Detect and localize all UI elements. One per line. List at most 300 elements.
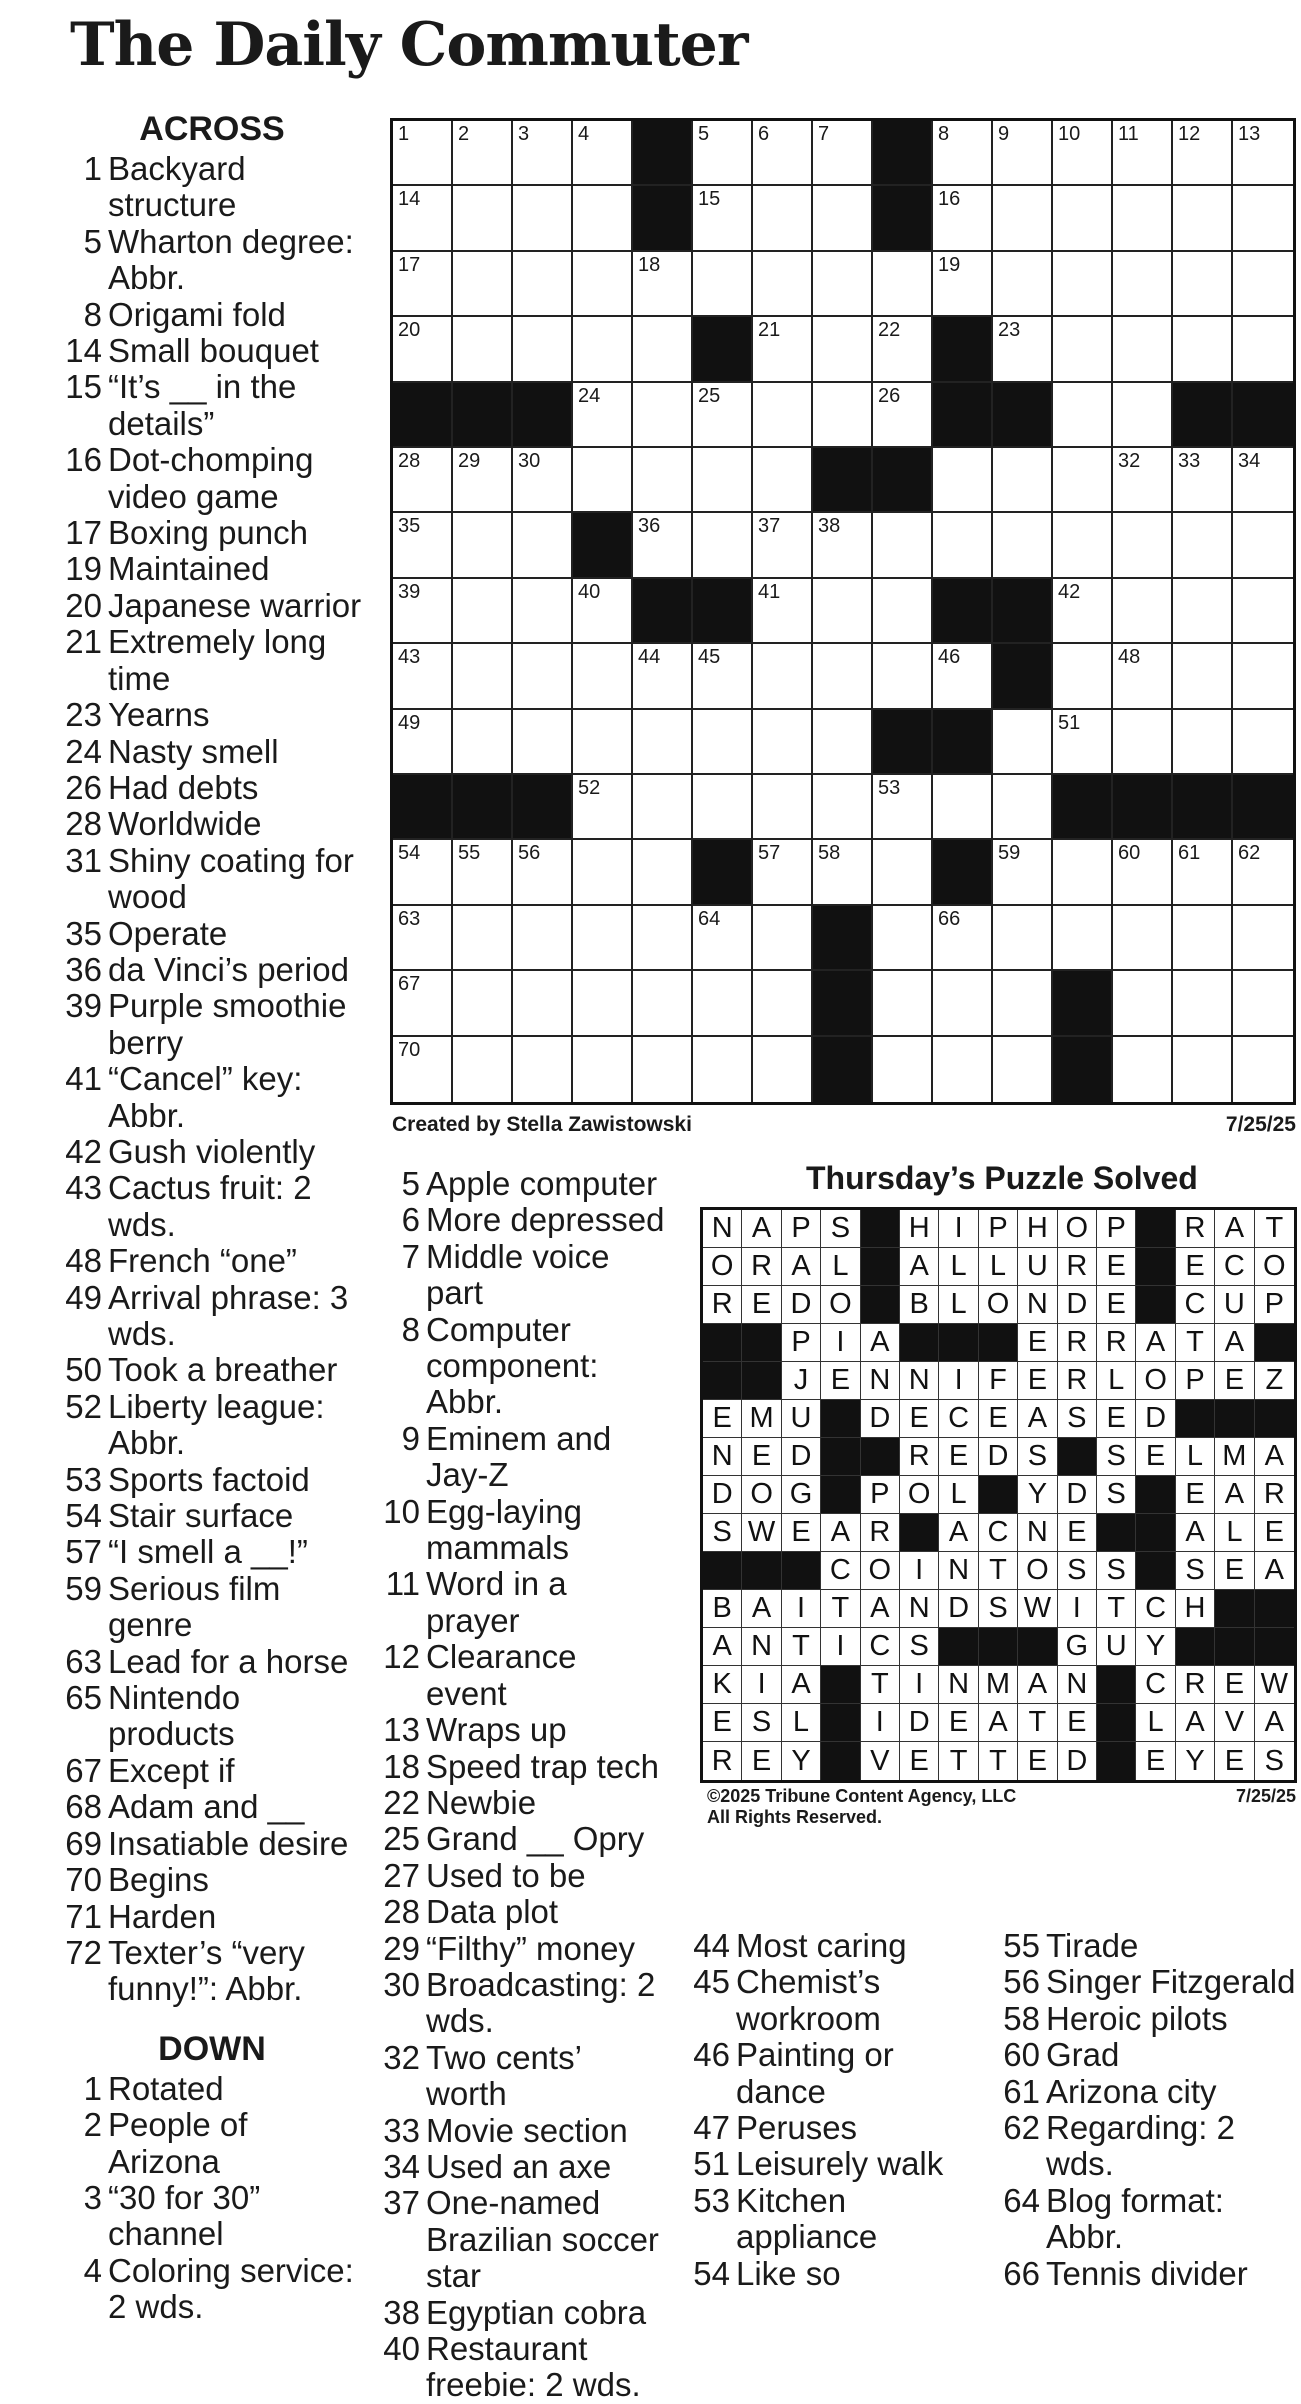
grid-square[interactable] — [753, 383, 813, 448]
solution-letter: D — [939, 1590, 978, 1628]
grid-square[interactable] — [1113, 383, 1173, 448]
solution-letter: U — [1018, 1248, 1057, 1286]
grid-square[interactable] — [513, 840, 573, 905]
grid-square[interactable] — [393, 644, 453, 709]
black-square — [1053, 971, 1113, 1036]
grid-square[interactable] — [573, 840, 633, 905]
grid-square[interactable] — [993, 906, 1053, 971]
grid-square[interactable] — [1233, 644, 1293, 709]
grid-square[interactable] — [813, 710, 873, 775]
down-clue — [380, 2040, 665, 2113]
clue-text: Data plot — [426, 1893, 559, 1931]
grid-square[interactable] — [993, 448, 1053, 513]
black-square — [633, 579, 693, 644]
grid-square[interactable] — [873, 1037, 933, 1102]
clue-number: 29 — [383, 1929, 420, 1967]
grid-square[interactable] — [513, 644, 573, 709]
grid-square[interactable] — [573, 383, 633, 448]
grid-square[interactable] — [1053, 710, 1113, 775]
grid-square[interactable] — [993, 710, 1053, 775]
grid-square[interactable] — [393, 840, 453, 905]
grid-square[interactable] — [693, 383, 753, 448]
solution-letter: A — [861, 1324, 900, 1362]
grid-square[interactable] — [1173, 448, 1233, 513]
grid-square[interactable] — [873, 971, 933, 1036]
grid-square[interactable] — [813, 644, 873, 709]
grid-square[interactable] — [1233, 317, 1293, 382]
across-clue — [62, 224, 362, 297]
grid-square[interactable] — [1233, 448, 1293, 513]
grid-square[interactable] — [873, 644, 933, 709]
grid-square[interactable] — [393, 579, 453, 644]
across-clue — [62, 1680, 362, 1753]
solution-letter: D — [782, 1286, 821, 1324]
solution-letter: C — [939, 1400, 978, 1438]
grid-square[interactable] — [1053, 906, 1113, 971]
grid-square[interactable] — [1233, 186, 1293, 251]
clue-text: Blog format: Abbr. — [1046, 2181, 1224, 2256]
grid-square[interactable] — [573, 971, 633, 1036]
square-number: 26 — [878, 384, 901, 407]
grid-square[interactable] — [753, 971, 813, 1036]
grid-square[interactable] — [693, 186, 753, 251]
solution-letter: E — [742, 1286, 781, 1324]
grid-square[interactable] — [813, 383, 873, 448]
grid-square[interactable] — [513, 906, 573, 971]
grid-square[interactable] — [1233, 1037, 1293, 1102]
grid-square[interactable] — [513, 579, 573, 644]
solution-black-square — [742, 1362, 781, 1400]
square-number: 13 — [1238, 123, 1261, 145]
grid-square[interactable] — [633, 448, 693, 513]
grid-square[interactable] — [813, 513, 873, 578]
grid-square[interactable] — [873, 317, 933, 382]
grid-square[interactable] — [693, 971, 753, 1036]
solution-letter: E — [742, 1742, 781, 1780]
solution-black-square — [1215, 1590, 1254, 1628]
grid-square[interactable] — [993, 775, 1053, 840]
solution-letter: S — [1255, 1742, 1294, 1780]
solution-letter: G — [1058, 1628, 1097, 1666]
grid-square[interactable] — [753, 906, 813, 971]
across-clue — [62, 1534, 362, 1570]
solution-letter: M — [979, 1666, 1018, 1704]
grid-square[interactable] — [693, 121, 753, 186]
grid-square[interactable] — [693, 448, 753, 513]
clue-text: Shiny coating for wood — [108, 841, 354, 916]
grid-square[interactable] — [693, 1037, 753, 1102]
grid-square[interactable] — [453, 971, 513, 1036]
across-clue — [62, 333, 362, 369]
grid-square[interactable] — [753, 579, 813, 644]
grid-square[interactable] — [753, 775, 813, 840]
grid-square[interactable] — [1113, 579, 1173, 644]
clue-text: Backyard structure — [108, 150, 246, 224]
grid-square[interactable] — [633, 1037, 693, 1102]
grid-square[interactable] — [573, 775, 633, 840]
grid-square[interactable] — [993, 1037, 1053, 1102]
grid-square[interactable] — [453, 121, 513, 186]
grid-square[interactable] — [813, 317, 873, 382]
clue-text: Gush violently — [108, 1132, 316, 1170]
grid-square[interactable] — [633, 317, 693, 382]
grid-square[interactable] — [573, 317, 633, 382]
grid-square[interactable] — [753, 644, 813, 709]
grid-square[interactable] — [453, 579, 513, 644]
grid-square[interactable] — [993, 840, 1053, 905]
grid-square[interactable] — [513, 513, 573, 578]
clue-number: 54 — [693, 2254, 730, 2292]
clue-number: 8 — [401, 1310, 420, 1348]
grid-square[interactable] — [393, 906, 453, 971]
grid-square[interactable] — [1233, 840, 1293, 905]
grid-square[interactable] — [873, 906, 933, 971]
grid-square[interactable] — [933, 186, 993, 251]
square-number: 39 — [398, 580, 421, 603]
grid-square[interactable] — [453, 1037, 513, 1102]
clue-text: Singer Fitzgerald — [1046, 1963, 1296, 2001]
grid-square[interactable] — [453, 448, 513, 513]
grid-square[interactable] — [933, 906, 993, 971]
grid-square[interactable] — [813, 840, 873, 905]
across-clue — [62, 1170, 362, 1243]
grid-square[interactable] — [753, 1037, 813, 1102]
grid-square[interactable] — [1173, 644, 1233, 709]
down-clue — [690, 1928, 990, 1964]
grid-square[interactable] — [1113, 121, 1173, 186]
grid-square[interactable] — [1233, 906, 1293, 971]
grid-square[interactable] — [393, 710, 453, 775]
solution-letter: O — [900, 1476, 939, 1514]
grid-square[interactable] — [993, 121, 1053, 186]
grid-square[interactable] — [393, 513, 453, 578]
grid-square[interactable] — [1053, 579, 1113, 644]
grid-square[interactable] — [1233, 971, 1293, 1036]
grid-square[interactable] — [753, 448, 813, 513]
grid-square[interactable] — [1113, 971, 1173, 1036]
solution-letter: E — [1215, 1742, 1254, 1780]
grid-square[interactable] — [1173, 252, 1233, 317]
grid-square[interactable] — [393, 252, 453, 317]
grid-square[interactable] — [453, 513, 513, 578]
grid-square[interactable] — [693, 710, 753, 775]
grid-square[interactable] — [633, 513, 693, 578]
grid-square[interactable] — [393, 1037, 453, 1102]
grid-square[interactable] — [753, 840, 813, 905]
grid-square[interactable] — [873, 840, 933, 905]
grid-square[interactable] — [993, 252, 1053, 317]
grid-square[interactable] — [633, 775, 693, 840]
square-number: 2 — [458, 123, 470, 145]
grid-square[interactable] — [1053, 186, 1113, 251]
clue-number: 48 — [65, 1242, 102, 1280]
grid-square[interactable] — [753, 710, 813, 775]
grid-square[interactable] — [393, 121, 453, 186]
clue-number: 13 — [383, 1711, 420, 1749]
down-clue — [380, 1749, 665, 1785]
grid-square[interactable] — [1053, 383, 1113, 448]
clue-text: Japanese warrior — [108, 586, 362, 624]
grid-square[interactable] — [693, 513, 753, 578]
grid-square[interactable] — [933, 775, 993, 840]
grid-square[interactable] — [753, 317, 813, 382]
grid-square[interactable] — [453, 252, 513, 317]
grid-square[interactable] — [513, 1037, 573, 1102]
down-clue — [1000, 2110, 1300, 2183]
clue-text: Sports factoid — [108, 1460, 310, 1498]
grid-square[interactable] — [1173, 1037, 1233, 1102]
grid-square[interactable] — [1053, 644, 1113, 709]
grid-square[interactable] — [873, 252, 933, 317]
grid-square[interactable] — [633, 906, 693, 971]
solution-black-square — [1215, 1400, 1254, 1438]
solution-black-square — [1058, 1438, 1097, 1476]
grid-square[interactable] — [693, 252, 753, 317]
down-clue — [380, 1421, 665, 1494]
black-square — [933, 840, 993, 905]
grid-square[interactable] — [453, 317, 513, 382]
grid-square[interactable] — [1113, 1037, 1173, 1102]
grid-square[interactable] — [1113, 710, 1173, 775]
grid-square[interactable] — [1053, 840, 1113, 905]
clue-text: Dot-chomping video game — [108, 441, 314, 515]
grid-square[interactable] — [1113, 644, 1173, 709]
solution-black-square — [821, 1742, 860, 1780]
grid-square[interactable] — [1233, 252, 1293, 317]
black-square — [813, 906, 873, 971]
down-clue — [690, 2146, 990, 2182]
clue-number: 56 — [1003, 1963, 1040, 2001]
square-number: 42 — [1058, 580, 1081, 603]
solution-letter: E — [979, 1400, 1018, 1438]
solution-black-square — [861, 1248, 900, 1286]
grid-square[interactable] — [573, 644, 633, 709]
grid-square[interactable] — [1233, 121, 1293, 186]
grid-square[interactable] — [993, 513, 1053, 578]
across-clue — [62, 1753, 362, 1789]
grid-square[interactable] — [1173, 971, 1233, 1036]
grid-square[interactable] — [693, 906, 753, 971]
grid-square[interactable] — [933, 644, 993, 709]
grid-square[interactable] — [1113, 513, 1173, 578]
grid-square[interactable] — [573, 1037, 633, 1102]
grid-square[interactable] — [1233, 710, 1293, 775]
clue-text: Broadcasting: 2 wds. — [426, 1965, 656, 2040]
grid-square[interactable] — [453, 710, 513, 775]
grid-square[interactable] — [933, 252, 993, 317]
clue-number: 63 — [65, 1642, 102, 1680]
down-clue — [380, 2149, 665, 2185]
solution-letter: N — [900, 1590, 939, 1628]
grid-square[interactable] — [1053, 513, 1113, 578]
solution-letter: A — [900, 1248, 939, 1286]
across-clues — [62, 110, 362, 2326]
grid-square[interactable] — [393, 448, 453, 513]
grid-square[interactable] — [1173, 513, 1233, 578]
grid-square[interactable] — [1053, 252, 1113, 317]
clue-number: 28 — [65, 805, 102, 843]
grid-square[interactable] — [1173, 317, 1233, 382]
grid-square[interactable] — [513, 710, 573, 775]
grid-square[interactable] — [813, 775, 873, 840]
grid-square[interactable] — [573, 579, 633, 644]
down-clue — [1000, 2183, 1300, 2256]
across-clue — [62, 151, 362, 224]
grid-square[interactable] — [993, 186, 1053, 251]
solution-letter: E — [1058, 1704, 1097, 1742]
clue-text: Extremely long time — [108, 623, 327, 697]
clue-text: Middle voice part — [426, 1237, 610, 1312]
across-clue — [62, 1061, 362, 1134]
solution-letter: L — [821, 1248, 860, 1286]
grid-square[interactable] — [873, 383, 933, 448]
solution-letter: O — [1058, 1210, 1097, 1248]
grid-square[interactable] — [393, 186, 453, 251]
solution-letter: R — [1058, 1324, 1097, 1362]
grid-square[interactable] — [933, 1037, 993, 1102]
solution-black-square — [1136, 1286, 1175, 1324]
credit-line: Created by Stella Zawistowski — [392, 1113, 692, 1136]
down-clue — [380, 1858, 665, 1894]
clue-number: 68 — [65, 1788, 102, 1826]
solution-black-square — [1136, 1476, 1175, 1514]
grid-square[interactable] — [1173, 121, 1233, 186]
grid-square[interactable] — [933, 513, 993, 578]
grid-square[interactable] — [1113, 186, 1173, 251]
grid-square[interactable] — [573, 186, 633, 251]
clue-text: Arizona city — [1046, 2072, 1217, 2110]
grid-square[interactable] — [993, 971, 1053, 1036]
grid-square[interactable] — [573, 710, 633, 775]
grid-square[interactable] — [813, 579, 873, 644]
grid-square[interactable] — [933, 971, 993, 1036]
grid-square[interactable] — [633, 252, 693, 317]
grid-square[interactable] — [513, 252, 573, 317]
grid-square[interactable] — [573, 252, 633, 317]
black-square — [1053, 1037, 1113, 1102]
grid-square[interactable] — [1173, 579, 1233, 644]
grid-square[interactable] — [453, 906, 513, 971]
grid-square[interactable] — [873, 579, 933, 644]
solution-black-square — [861, 1438, 900, 1476]
down-clue — [62, 2253, 362, 2326]
down-clue — [62, 2180, 362, 2253]
grid-square[interactable] — [993, 317, 1053, 382]
black-square — [1233, 383, 1293, 448]
grid-square[interactable] — [1233, 579, 1293, 644]
grid-square[interactable] — [633, 644, 693, 709]
square-number: 15 — [698, 188, 721, 211]
solution-letter: S — [1097, 1438, 1136, 1476]
grid-square[interactable] — [1233, 513, 1293, 578]
solution-black-square — [979, 1628, 1018, 1666]
grid-square[interactable] — [873, 513, 933, 578]
grid-square[interactable] — [1113, 840, 1173, 905]
black-square — [633, 121, 693, 186]
grid-square[interactable] — [813, 121, 873, 186]
solution-letter: A — [821, 1514, 860, 1552]
grid-square[interactable] — [1113, 448, 1173, 513]
clue-text: “Cancel” key: Abbr. — [108, 1060, 303, 1134]
grid-square[interactable] — [1113, 906, 1173, 971]
grid-square[interactable] — [453, 186, 513, 251]
grid-square[interactable] — [1173, 840, 1233, 905]
grid-square[interactable] — [453, 644, 513, 709]
solution-letter: I — [821, 1628, 860, 1666]
grid-square[interactable] — [573, 121, 633, 186]
grid-square[interactable] — [1173, 186, 1233, 251]
solution-letter: U — [1215, 1286, 1254, 1324]
grid-square[interactable] — [753, 252, 813, 317]
grid-square[interactable] — [873, 775, 933, 840]
grid-square[interactable] — [633, 971, 693, 1036]
solution-letter: C — [1136, 1590, 1175, 1628]
grid-square[interactable] — [453, 840, 513, 905]
grid-square[interactable] — [633, 710, 693, 775]
grid-square[interactable] — [693, 644, 753, 709]
down-clue — [380, 1785, 665, 1821]
grid-square[interactable] — [393, 971, 453, 1036]
clue-number: 1 — [83, 150, 102, 187]
grid-square[interactable] — [513, 121, 573, 186]
square-number: 14 — [398, 188, 421, 211]
grid-square[interactable] — [513, 186, 573, 251]
solution-letter: S — [1058, 1552, 1097, 1590]
clue-text: Most caring — [736, 1927, 907, 1964]
black-square — [933, 579, 993, 644]
grid-square[interactable] — [1173, 906, 1233, 971]
clue-number: 4 — [83, 2251, 102, 2289]
grid-square[interactable] — [933, 448, 993, 513]
solution-black-square — [742, 1324, 781, 1362]
grid-square[interactable] — [753, 121, 813, 186]
grid-square[interactable] — [513, 448, 573, 513]
down-clue — [380, 1712, 665, 1748]
solution-letter: H — [900, 1210, 939, 1248]
solution-letter: N — [703, 1438, 742, 1476]
grid-square[interactable] — [933, 121, 993, 186]
grid-square[interactable] — [813, 186, 873, 251]
black-square — [993, 644, 1053, 709]
grid-square[interactable] — [633, 840, 693, 905]
solution-letter: I — [939, 1362, 978, 1400]
grid-square[interactable] — [1053, 121, 1113, 186]
solution-letter: T — [861, 1666, 900, 1704]
grid-square[interactable] — [1173, 710, 1233, 775]
grid-square[interactable] — [513, 317, 573, 382]
grid-square[interactable] — [1113, 317, 1173, 382]
square-number: 1 — [398, 123, 410, 145]
solution-letter: E — [703, 1400, 742, 1438]
grid-square[interactable] — [1113, 252, 1173, 317]
grid-square[interactable] — [633, 383, 693, 448]
solution-letter: Y — [1176, 1742, 1215, 1780]
grid-square[interactable] — [393, 317, 453, 382]
grid-square[interactable] — [693, 775, 753, 840]
grid-square[interactable] — [753, 513, 813, 578]
grid-square[interactable] — [573, 448, 633, 513]
solution-letter: D — [979, 1438, 1018, 1476]
grid-square[interactable] — [753, 186, 813, 251]
grid-square[interactable] — [813, 252, 873, 317]
clue-number: 41 — [65, 1060, 102, 1098]
solution-letter: I — [821, 1324, 860, 1362]
grid-square[interactable] — [1053, 448, 1113, 513]
grid-square[interactable] — [1053, 317, 1113, 382]
grid-square[interactable] — [513, 971, 573, 1036]
grid-square[interactable] — [573, 906, 633, 971]
clue-number: 39 — [65, 987, 102, 1025]
